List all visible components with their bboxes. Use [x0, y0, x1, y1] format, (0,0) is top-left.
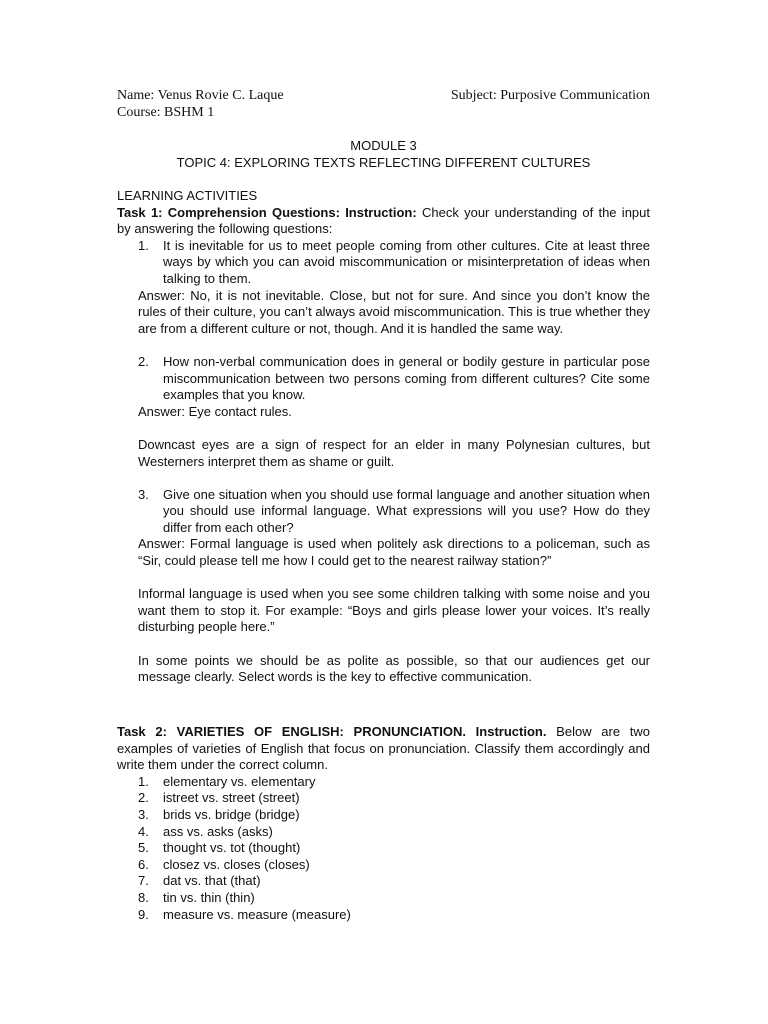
item-number: 1. [138, 773, 149, 789]
answer-2: Answer: Eye contact rules. [138, 403, 292, 419]
list-item [117, 907, 650, 924]
task2-section [117, 724, 650, 923]
list-item [117, 890, 650, 907]
item-text: brids vs. bridge (bridge) [163, 806, 300, 822]
list-item [117, 774, 650, 791]
question-text: How non-verbal communication does in general or bodily gesture in particular pose miscommunication between two persons coming from different cultures? Cite some examples that you know. [163, 353, 650, 403]
question-number: 2. [138, 353, 149, 369]
list-item [117, 840, 650, 857]
task2-label: Task 2: VARIETIES OF ENGLISH: PRONUNCIATION. Instruction. [117, 724, 547, 739]
item-number: 4. [138, 823, 149, 839]
item-text: istreet vs. street (street) [163, 790, 300, 806]
item-number: 6. [138, 856, 149, 872]
course: Course: BSHM 1 [117, 105, 215, 120]
task1-text: Check your understanding of the input by answering the following questions: [117, 204, 651, 237]
answer-3: Answer: Formal language is used when politely ask directions to a policeman, such as “Sir, could please tell me how I could get to the nearest railway station?” [138, 536, 650, 569]
title-block [117, 137, 650, 171]
list-item [117, 857, 650, 874]
list-item [117, 873, 650, 890]
question-1 [117, 238, 650, 288]
header-block [117, 88, 650, 122]
task1-instruction [117, 205, 650, 238]
subject: Subject: Purposive Communication [450, 88, 650, 103]
task2-instruction [117, 724, 650, 774]
item-number: 9. [138, 906, 149, 922]
module-title: MODULE 3 [350, 138, 417, 153]
list-item [117, 790, 650, 807]
question-text: It is inevitable for us to meet people coming from other cultures. Cite at least three ways by which you can avoid miscommunication or misinterpretation of ideas when talking to them. [163, 237, 650, 286]
item-number: 5. [138, 840, 149, 856]
student-name: Name: Venus Rovie C. Laque [117, 88, 284, 103]
learning-activities [117, 188, 650, 686]
section-heading: LEARNING ACTIVITIES [117, 188, 258, 203]
answer-3-detail: Informal language is used when you see some children talking with some noise and you want them to stop it. For example: “Boys and girls please lower your voices. It’s really disturbing people here.” [138, 586, 650, 635]
item-number: 3. [138, 806, 149, 822]
question-number: 3. [138, 486, 149, 502]
topic-title: TOPIC 4: EXPLORING TEXTS REFLECTING DIFFERENT CULTURES [176, 155, 591, 170]
item-text: elementary vs. elementary [163, 773, 316, 789]
item-text: thought vs. tot (thought) [163, 840, 301, 856]
task2-text: Below are two examples of varieties of English that focus on pronunciation. Classify them accordingly and write them under the correct column. [117, 724, 651, 773]
answer-1: Answer: No, it is not inevitable. Close, but not for sure. And since you don’t know the rules of their culture, you can’t always avoid miscommunication. This is true whether they are from a different culture or not, though. And it is handled the same way. [138, 287, 650, 336]
question-2 [117, 354, 650, 404]
item-text: measure vs. measure (measure) [163, 906, 351, 922]
answer-3-conclusion: In some points we should be as polite as possible, so that our audiences get our message clearly. Select words is the key to effective communication. [138, 652, 650, 685]
question-number: 1. [138, 237, 149, 253]
item-number: 8. [138, 889, 149, 905]
item-text: dat vs. that (that) [163, 873, 261, 889]
task1-label: Task 1: Comprehension Questions: Instruction: [117, 204, 417, 220]
answer-2-detail: Downcast eyes are a sign of respect for an elder in many Polynesian cultures, but Westerners interpret them as shame or guilt. [138, 436, 650, 469]
pronunciation-list [117, 774, 650, 923]
item-text: closez vs. closes (closes) [163, 856, 310, 872]
item-number: 2. [138, 790, 149, 806]
item-number: 7. [138, 873, 149, 889]
question-text: Give one situation when you should use formal language and another situation when you should use informal language. What expressions will you use? How do they differ from each other? [163, 486, 650, 535]
item-text: ass vs. asks (asks) [163, 823, 273, 839]
question-3 [117, 487, 650, 537]
list-item [117, 824, 650, 841]
item-text: tin vs. thin (thin) [163, 889, 255, 905]
list-item [117, 807, 650, 824]
